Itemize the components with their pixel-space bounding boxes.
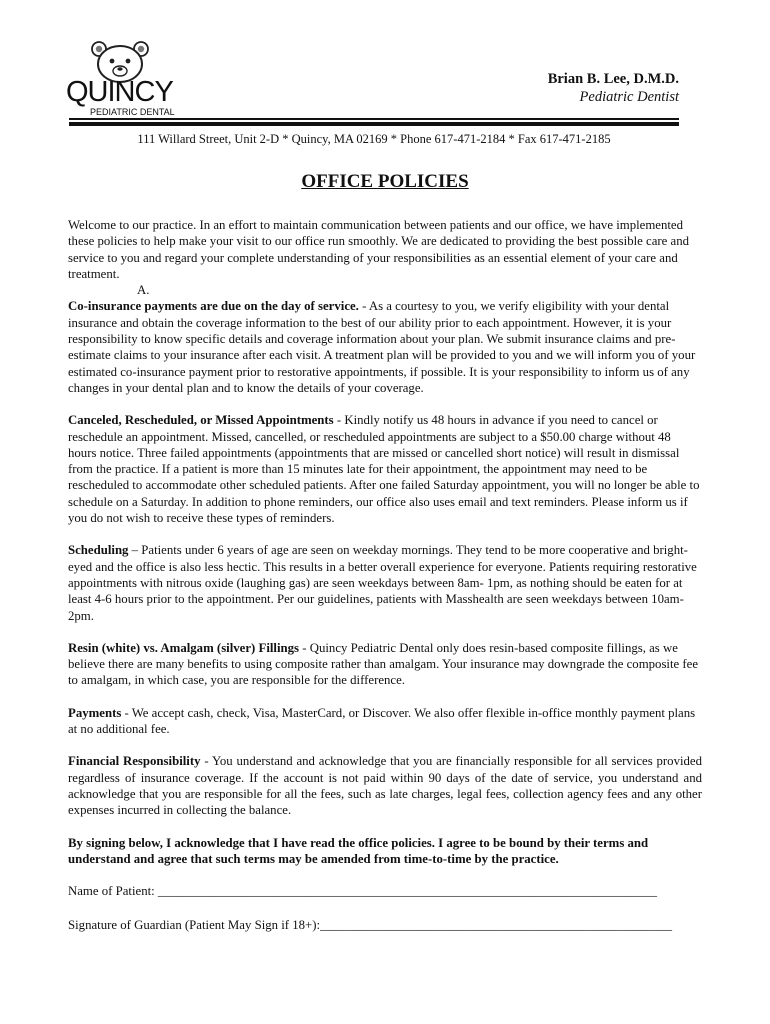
- practice-address: 111 Willard Street, Unit 2-D * Quincy, MA 02169 * Phone 617-471-2184 * Fax 617-471-2185: [137, 132, 611, 146]
- policy-separator: -: [333, 413, 345, 428]
- policy-body: You understand and acknowledge that you are financially responsible for all services provided regardless of insurance coverage. If the account is not paid within 90 days of the date of service, you understand and acknowledge that you are responsible for all the fees, such as late charges, legal fees, collection agency fees and any other expenses incurred in collecting the balance.: [68, 754, 703, 818]
- patient-name-label: Name of Patient:: [68, 884, 158, 899]
- policy-content: [68, 217, 702, 934]
- policy-appointments: [68, 412, 702, 526]
- guardian-signature-field[interactable]: _______________________________________________________: [320, 918, 673, 933]
- doctor-name: Brian B. Lee, D.M.D.: [547, 71, 679, 87]
- policy-heading: Resin (white) vs. Amalgam (silver) Fillings: [68, 640, 300, 655]
- doctor-block: [548, 70, 679, 106]
- policy-separator: -: [358, 299, 369, 314]
- guardian-signature-line: [68, 917, 702, 933]
- policy-separator: -: [200, 754, 212, 769]
- acknowledgement-statement: By signing below, I acknowledge that I have read the office policies. I agree to be bound by their terms and understand and agree that such terms may be amended from time-to-time by the practice.: [68, 835, 649, 866]
- policy-separator: -: [121, 705, 132, 720]
- policy-body: Quincy Pediatric Dental only does resin-based composite fillings, as we believe there are many benefits to using composite rather than amalgam. Your insurance may downgrade the composite fee to amalgam, in which case, you are responsible for the difference.: [68, 640, 699, 688]
- logo-wordmark: QUINCY: [66, 76, 173, 108]
- patient-name-field[interactable]: ______________________________________________________________________________: [157, 884, 657, 899]
- policy-financial-responsibility: [68, 753, 702, 818]
- policy-coinsurance: [68, 298, 702, 396]
- policy-body: We accept cash, check, Visa, MasterCard, or Discover. We also offer flexible in-office monthly payment plans at no additional fee.: [68, 705, 696, 737]
- policy-heading: Scheduling: [68, 543, 129, 558]
- intro-paragraph: Welcome to our practice. In an effort to maintain communication between patients and our office, we have implemented these policies to help make your visit to our office run smoothly. We are dedicated to providing the best possible care and service to you and regard your complete understanding of your responsibilities as an essential element of your care and treatment.: [68, 218, 689, 281]
- policy-separator: –: [128, 543, 142, 558]
- policy-heading: Financial Responsibility: [68, 754, 201, 769]
- header-rule-thick: [69, 122, 679, 126]
- policy-fillings: [68, 640, 702, 689]
- policy-payments: [68, 705, 702, 738]
- policy-body: Kindly notify us 48 hours in advance if you need to cancel or reschedule an appointment. Missed, cancelled, or rescheduled appointments are subject to a $50.00 charge without 48 hours notice. Three failed appointments (appointments that are missed or cancelled short notice) will result in dismissal from the practice. If a patient is more than 15 minutes late for their appointment, the appointment may need to be rescheduled to accommodate other scheduled patients. After one failed Saturday appointment, you will no longer be able to schedule on a Saturday. In addition to phone reminders, our office also uses email and text reminders. Please inform us if you do not wish to receive these types of reminders.: [68, 413, 700, 526]
- document-title: OFFICE POLICIES: [301, 171, 469, 192]
- policy-heading: Payments: [68, 705, 122, 720]
- header-rule-thin: [69, 118, 679, 120]
- patient-name-line: [68, 883, 702, 899]
- quincy-pediatric-dental-logo: [66, 40, 178, 122]
- policy-separator: -: [299, 640, 310, 655]
- guardian-signature-label: Signature of Guardian (Patient May Sign if 18+):: [68, 918, 321, 933]
- policy-heading: Co-insurance payments are due on the day of service.: [68, 299, 359, 314]
- policy-heading: Canceled, Rescheduled, or Missed Appointments: [68, 413, 334, 428]
- list-marker: A.: [137, 283, 150, 298]
- doctor-title: Pediatric Dentist: [579, 89, 679, 105]
- policy-body: Patients under 6 years of age are seen on weekday mornings. They tend to be more cooperative and bright-eyed and the office is also less hectic. This results in a better overall experience for everyone. Patients requiring restorative appointments with nitrous oxide (laughing gas) are seen weekdays between 8am- 1pm, as nothing should be eaten for at least 4-6 hours prior to the appointment. Per our guidelines, patients with Masshealth are seen weekdays between 10am-2pm.: [68, 543, 697, 623]
- logo-subtitle: PEDIATRIC DENTAL: [90, 107, 175, 117]
- policy-scheduling: [68, 542, 702, 623]
- policy-body: As a courtesy to you, we verify eligibility with your dental insurance and obtain the coverage information to the best of our ability prior to each appointment. However, it is your responsibility to know specific details and coverage information about your plan. We submit insurance claims and pre-estimate claims to your insurance after each visit. A treatment plan will be provided to you and we will inform you of your estimated co-insurance payment prior to restorative appointments, if possible. It is your responsibility to inform us of any changes in your dental plan and to know the details of your coverage.: [68, 299, 696, 395]
